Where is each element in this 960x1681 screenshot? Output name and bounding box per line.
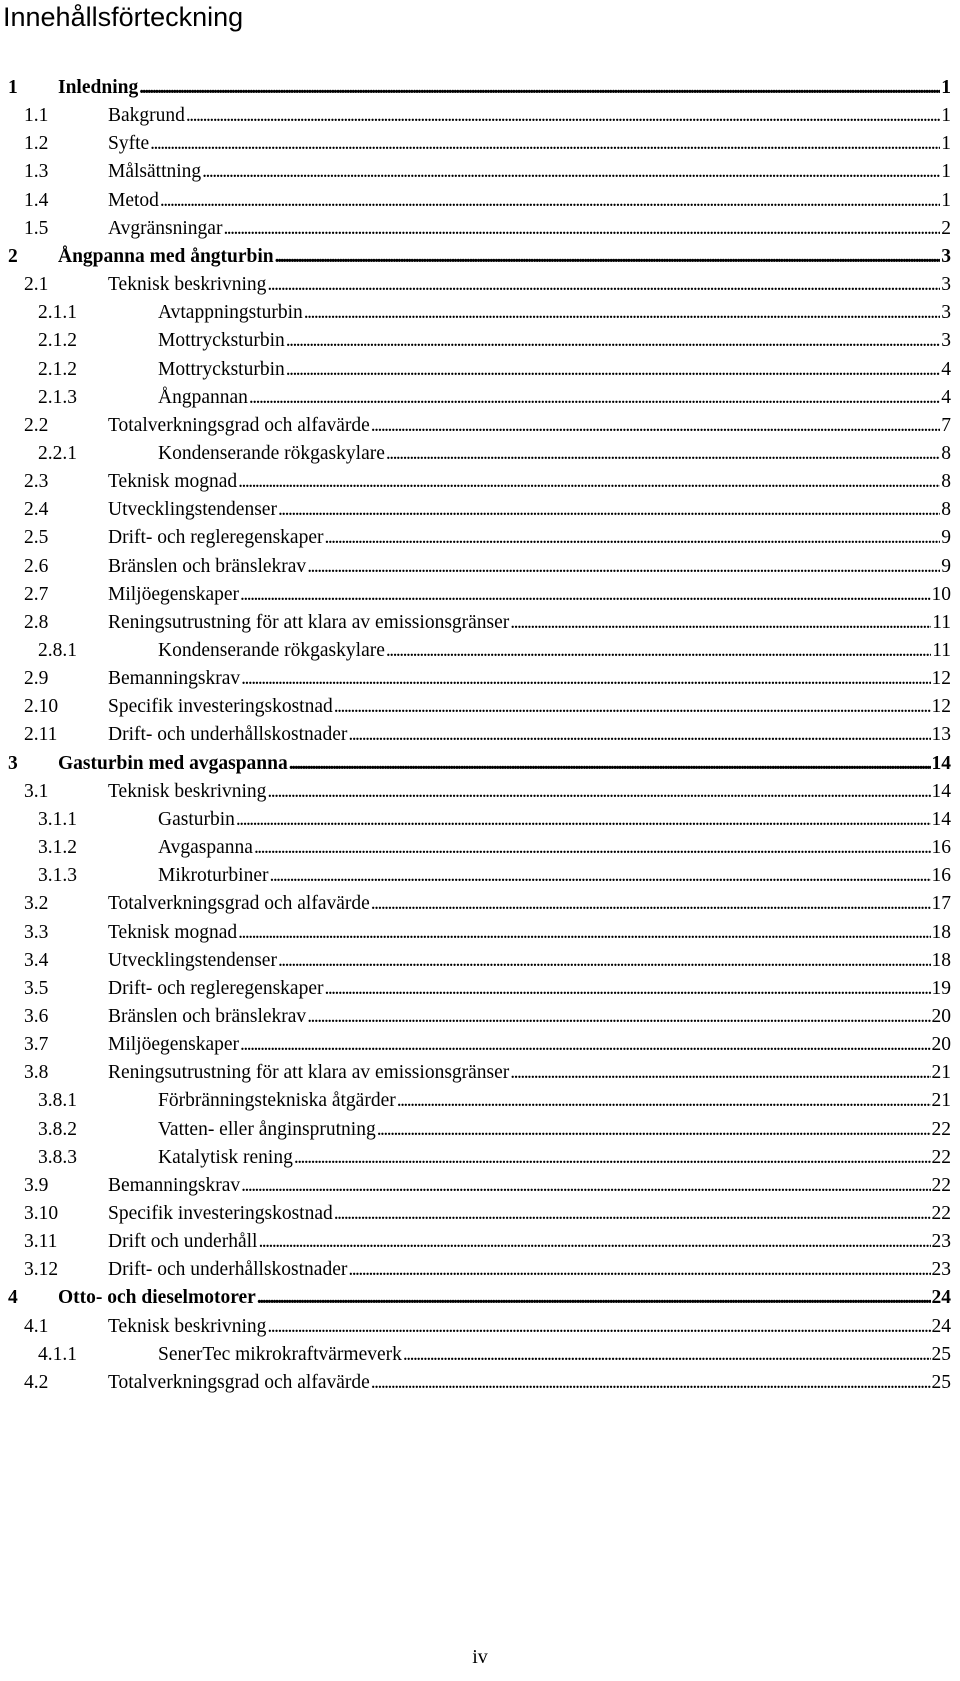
toc-entry-title: Avgränsningar xyxy=(108,217,223,239)
dot-leader xyxy=(304,299,940,327)
dot-leader xyxy=(223,215,940,243)
toc-entry[interactable] xyxy=(0,1256,951,1284)
dot-leader xyxy=(348,721,930,749)
toc-entry-title: Katalytisk rening xyxy=(158,1146,293,1168)
dot-leader xyxy=(386,440,940,468)
toc-entry-number: 3.4 xyxy=(24,949,49,971)
dot-leader xyxy=(241,1172,930,1200)
toc-entry-number: 3.1.2 xyxy=(38,837,77,859)
toc-entry[interactable] xyxy=(0,1200,951,1228)
toc-entry-title: Inledning xyxy=(58,77,139,98)
toc-entry-page: 18 xyxy=(931,949,951,971)
toc-entry-title: Miljöegenskaper xyxy=(108,583,240,605)
toc-entry[interactable] xyxy=(0,1341,951,1369)
dot-leader xyxy=(160,187,940,215)
dot-leader xyxy=(324,524,940,552)
toc-entry[interactable] xyxy=(0,187,951,215)
toc-entry-page: 7 xyxy=(941,414,951,436)
dot-leader xyxy=(377,1116,931,1144)
toc-entry[interactable] xyxy=(0,750,951,778)
dot-leader xyxy=(269,862,930,890)
toc-entry[interactable] xyxy=(0,524,951,552)
toc-entry-title: Reningsutrustning för att klara av emissionsgränser xyxy=(108,611,510,633)
toc-entry-title: Drift- och underhållskostnader xyxy=(108,724,348,746)
toc-entry-number: 2.1.2 xyxy=(38,358,77,380)
toc-entry-number: 1.1 xyxy=(24,105,49,127)
dot-leader xyxy=(386,637,931,665)
toc-entry[interactable] xyxy=(0,581,951,609)
toc-entry-number: 3.6 xyxy=(24,1005,49,1027)
toc-entry-page: 4 xyxy=(941,358,951,380)
toc-entry-number: 2.1 xyxy=(24,274,49,296)
toc-entry-page: 13 xyxy=(931,724,951,746)
toc-entry[interactable] xyxy=(0,1116,951,1144)
toc-entry-page: 11 xyxy=(932,640,951,661)
dot-leader xyxy=(275,243,941,271)
toc-entry-number: 2.10 xyxy=(24,696,59,718)
dot-leader xyxy=(371,412,940,440)
toc-entry-title: Teknisk mognad xyxy=(108,921,238,943)
toc-entry[interactable] xyxy=(0,553,951,581)
toc-entry-title: Mottrycksturbin xyxy=(158,330,285,352)
toc-entry-number: 3.11 xyxy=(24,1231,58,1253)
toc-entry-number: 2.3 xyxy=(24,471,49,493)
toc-entry-page: 12 xyxy=(931,696,951,718)
dot-leader xyxy=(371,890,931,918)
dot-leader xyxy=(257,1284,931,1312)
toc-entry-title: Totalverkningsgrad och alfavärde xyxy=(108,414,370,436)
toc-entry[interactable] xyxy=(0,215,951,243)
toc-entry[interactable] xyxy=(0,271,951,299)
toc-entry-page: 14 xyxy=(931,808,951,830)
toc-entry-page: 10 xyxy=(931,583,951,605)
toc-entry-title: Totalverkningsgrad och alfavärde xyxy=(108,1371,370,1393)
toc-entry-number: 3.12 xyxy=(24,1259,59,1281)
dot-leader xyxy=(397,1087,931,1115)
toc-entry-page: 3 xyxy=(941,302,951,324)
toc-entry-page: 3 xyxy=(941,330,951,352)
toc-entry[interactable] xyxy=(0,665,951,693)
toc-entry-title: Specifik investeringskostnad xyxy=(108,1203,333,1224)
toc-entry-number: 2 xyxy=(8,245,18,267)
toc-entry-page: 21 xyxy=(931,1062,951,1084)
toc-entry-page: 24 xyxy=(931,1287,951,1309)
toc-entry[interactable] xyxy=(0,1369,951,1397)
toc-entry-number: 2.7 xyxy=(24,583,49,605)
toc-entry[interactable] xyxy=(0,1059,951,1087)
toc-entry-number: 2.2 xyxy=(24,414,49,436)
dot-leader xyxy=(294,1144,931,1172)
toc-entry[interactable] xyxy=(0,102,951,130)
toc-entry[interactable] xyxy=(0,947,951,975)
toc-entry-title: Reningsutrustning för att klara av emissionsgränser xyxy=(108,1062,510,1084)
toc-entry-title: Teknisk beskrivning xyxy=(108,274,267,296)
toc-entry-page: 18 xyxy=(931,921,951,943)
toc-entry-page: 23 xyxy=(931,1231,951,1253)
toc-entry-title: Teknisk beskrivning xyxy=(108,780,267,802)
toc-entry-number: 2.1.1 xyxy=(38,302,77,324)
toc-entry-number: 2.11 xyxy=(24,724,58,746)
dot-leader xyxy=(307,553,940,581)
toc-entry-number: 3.8.2 xyxy=(38,1118,77,1140)
toc-entry-number: 3.7 xyxy=(24,1034,49,1056)
toc-entry-title: Mottrycksturbin xyxy=(158,358,285,380)
toc-entry-page: 21 xyxy=(931,1090,951,1112)
toc-entry-page: 1 xyxy=(941,133,951,155)
toc-entry[interactable] xyxy=(0,496,951,524)
toc-entry[interactable] xyxy=(0,693,951,721)
toc-entry-number: 3.1.1 xyxy=(38,808,77,830)
toc-entry[interactable] xyxy=(0,74,951,102)
toc-entry-title: Teknisk beskrivning xyxy=(108,1315,267,1337)
toc-entry-number: 4.1.1 xyxy=(38,1343,77,1365)
toc-entry-number: 2.4 xyxy=(24,499,49,521)
toc-entry[interactable] xyxy=(0,1003,951,1031)
toc-entry-title: Drift och underhåll xyxy=(108,1231,258,1253)
toc-entry-title: Utvecklingstendenser xyxy=(108,949,277,971)
toc-entry[interactable] xyxy=(0,778,951,806)
toc-entry-page: 9 xyxy=(941,527,951,549)
toc-entry[interactable] xyxy=(0,1284,951,1312)
dot-leader xyxy=(240,1031,930,1059)
toc-entry-page: 20 xyxy=(931,1034,951,1056)
toc-entry-number: 4 xyxy=(8,1287,18,1309)
dot-leader xyxy=(334,1200,931,1228)
dot-leader xyxy=(278,947,931,975)
toc-entry-title: Kondenserande rökgaskylare xyxy=(158,640,385,661)
toc-entry-number: 2.1.3 xyxy=(38,386,77,408)
dot-leader xyxy=(286,327,941,355)
toc-entry-page: 8 xyxy=(941,499,951,521)
toc-entry-page: 25 xyxy=(931,1343,951,1365)
toc-entry-number: 3.1 xyxy=(24,780,49,802)
dot-leader xyxy=(278,496,940,524)
toc-entry-page: 8 xyxy=(941,471,951,493)
toc-entry-page: 1 xyxy=(941,161,951,183)
dot-leader xyxy=(510,1059,930,1087)
toc-entry[interactable] xyxy=(0,384,951,412)
toc-entry-page: 19 xyxy=(931,977,951,999)
toc-entry[interactable] xyxy=(0,158,951,186)
toc-entry-title: Bakgrund xyxy=(108,105,185,127)
toc-entry-title: Drift- och underhållskostnader xyxy=(108,1259,348,1281)
toc-entry-number: 3.1.3 xyxy=(38,865,77,887)
toc-entry-page: 22 xyxy=(931,1203,951,1224)
toc-entry-number: 4.2 xyxy=(24,1371,49,1393)
toc-entry-number: 2.8.1 xyxy=(38,640,77,661)
toc-entry-number: 1.5 xyxy=(24,217,49,239)
toc-entry-title: Avtappningsturbin xyxy=(158,302,303,324)
toc-entry-number: 2.9 xyxy=(24,668,49,690)
toc-entry-page: 22 xyxy=(931,1174,951,1196)
toc-entry-title: Ångpanna med ångturbin xyxy=(58,245,274,267)
toc-entry-number: 3.3 xyxy=(24,921,49,943)
toc-entry-page: 20 xyxy=(931,1005,951,1027)
dot-leader xyxy=(267,1313,930,1341)
dot-leader xyxy=(307,1003,930,1031)
toc-entry-number: 4.1 xyxy=(24,1315,49,1337)
toc-entry-page: 14 xyxy=(931,752,951,774)
toc-entry[interactable] xyxy=(0,299,951,327)
toc-entry[interactable] xyxy=(0,327,951,355)
toc-entry-title: Gasturbin med avgaspanna xyxy=(58,752,288,774)
dot-leader xyxy=(289,750,931,778)
dot-leader xyxy=(202,158,940,186)
dot-leader xyxy=(403,1341,931,1369)
toc-entry-title: Syfte xyxy=(108,133,150,155)
toc-entry-title: Avgaspanna xyxy=(158,837,253,859)
toc-entry-number: 1.2 xyxy=(24,133,49,155)
dot-leader xyxy=(241,665,930,693)
dot-leader xyxy=(139,74,940,102)
toc-entry-title: Drift- och regleregenskaper xyxy=(108,977,324,999)
toc-entry-title: Specifik investeringskostnad xyxy=(108,696,333,718)
toc-entry-title: Totalverkningsgrad och alfavärde xyxy=(108,893,370,915)
toc-entry-title: Teknisk mognad xyxy=(108,471,238,493)
toc-entry-number: 1.3 xyxy=(24,161,49,183)
dot-leader xyxy=(258,1228,930,1256)
dot-leader xyxy=(249,384,940,412)
toc-entry[interactable] xyxy=(0,890,951,918)
toc-entry[interactable] xyxy=(0,1031,951,1059)
toc-entry-page: 12 xyxy=(931,668,951,690)
dot-leader xyxy=(186,102,940,130)
toc-entry-number: 2.1.2 xyxy=(38,330,77,352)
dot-leader xyxy=(286,356,941,384)
toc-entry[interactable] xyxy=(0,806,951,834)
toc-entry-number: 2.6 xyxy=(24,555,49,577)
toc-entry-page: 16 xyxy=(931,865,951,887)
toc-entry-page: 22 xyxy=(931,1146,951,1168)
toc-entry-number: 1.4 xyxy=(24,189,49,211)
toc-entry-title: Bemanningskrav xyxy=(108,1174,241,1196)
toc-entry-page: 22 xyxy=(931,1118,951,1140)
toc-entry-title: Bemanningskrav xyxy=(108,668,241,690)
toc-entry-page: 3 xyxy=(941,274,951,296)
toc-entry-number: 3.5 xyxy=(24,977,49,999)
toc-entry[interactable] xyxy=(0,834,951,862)
toc-entry-page: 9 xyxy=(941,555,951,577)
page-title: Innehållsförteckning xyxy=(3,2,244,32)
toc-entry-title: Kondenserande rökgaskylare xyxy=(158,442,385,464)
toc-entry-page: 1 xyxy=(941,77,951,98)
dot-leader xyxy=(240,581,930,609)
toc-entry-number: 3.8.3 xyxy=(38,1146,77,1168)
dot-leader xyxy=(150,130,940,158)
toc-entry-title: Vatten- eller ånginsprutning xyxy=(158,1118,376,1140)
toc-entry-number: 3.8 xyxy=(24,1062,49,1084)
toc-entry-title: Utvecklingstendenser xyxy=(108,499,277,521)
dot-leader xyxy=(267,271,940,299)
toc-entry-number: 3.8.1 xyxy=(38,1090,77,1112)
toc-entry-page: 8 xyxy=(941,442,951,464)
toc-entry[interactable] xyxy=(0,1087,951,1115)
toc-entry-number: 2.8 xyxy=(24,611,49,633)
toc-entry[interactable] xyxy=(0,130,951,158)
toc-entry-page: 14 xyxy=(931,780,951,802)
toc-entry-number: 3.2 xyxy=(24,893,49,915)
dot-leader xyxy=(334,693,931,721)
dot-leader xyxy=(236,806,931,834)
toc-entry[interactable] xyxy=(0,721,951,749)
dot-leader xyxy=(324,975,930,1003)
toc-entry[interactable] xyxy=(0,1228,951,1256)
toc-entry-number: 2.2.1 xyxy=(38,442,77,464)
dot-leader xyxy=(510,609,931,637)
dot-leader xyxy=(267,778,930,806)
toc-entry[interactable] xyxy=(0,468,951,496)
toc-entry-number: 3.10 xyxy=(24,1203,59,1224)
toc-entry-title: Målsättning xyxy=(108,161,202,183)
toc-entry[interactable] xyxy=(0,1144,951,1172)
toc-entry-page: 1 xyxy=(941,189,951,211)
dot-leader xyxy=(238,919,930,947)
toc-entry[interactable] xyxy=(0,1313,951,1341)
toc-entry[interactable] xyxy=(0,862,951,890)
toc-entry-page: 24 xyxy=(931,1315,951,1337)
dot-leader xyxy=(348,1256,930,1284)
toc-entry-number: 1 xyxy=(8,77,18,98)
toc-entry-page: 23 xyxy=(931,1259,951,1281)
toc-entry-number: 3 xyxy=(8,752,18,774)
toc-entry-number: 2.5 xyxy=(24,527,49,549)
toc-entry-title: Förbränningstekniska åtgärder xyxy=(158,1090,396,1112)
toc-entry-title: Otto- och dieselmotorer xyxy=(58,1287,256,1309)
toc-entry-title: SenerTec mikrokraftvärmeverk xyxy=(158,1343,402,1365)
dot-leader xyxy=(238,468,940,496)
toc-entry-page: 4 xyxy=(941,386,951,408)
toc-entry[interactable] xyxy=(0,919,951,947)
toc-entry-number: 3.9 xyxy=(24,1174,49,1196)
toc-entry-title: Bränslen och bränslekrav xyxy=(108,1005,307,1027)
toc-entry-page: 25 xyxy=(931,1371,951,1393)
toc-entry-page: 1 xyxy=(941,105,951,127)
toc-entry[interactable] xyxy=(0,1172,951,1200)
toc-entry-page: 2 xyxy=(941,217,951,239)
toc-entry[interactable] xyxy=(0,356,951,384)
toc-entry[interactable] xyxy=(0,440,951,468)
toc-entry-title: Metod xyxy=(108,189,159,211)
toc-entry-title: Miljöegenskaper xyxy=(108,1034,240,1056)
toc-entry[interactable] xyxy=(0,243,951,271)
toc-entry[interactable] xyxy=(0,637,951,665)
toc-entry-title: Mikroturbiner xyxy=(158,865,269,887)
toc-entry[interactable] xyxy=(0,609,951,637)
toc-entry[interactable] xyxy=(0,975,951,1003)
toc-entry-page: 16 xyxy=(931,837,951,859)
toc-entry[interactable] xyxy=(0,412,951,440)
toc-entry-page: 17 xyxy=(931,893,951,915)
toc-entry-title: Ångpannan xyxy=(158,386,248,408)
page-number: iv xyxy=(472,1646,488,1668)
toc-entry-title: Drift- och regleregenskaper xyxy=(108,527,324,549)
toc-entry-title: Bränslen och bränslekrav xyxy=(108,555,307,577)
toc-entry-title: Gasturbin xyxy=(158,808,235,830)
toc-entry-page: 3 xyxy=(941,245,951,267)
toc-entry-page: 11 xyxy=(932,611,951,633)
dot-leader xyxy=(254,834,931,862)
dot-leader xyxy=(371,1369,931,1397)
